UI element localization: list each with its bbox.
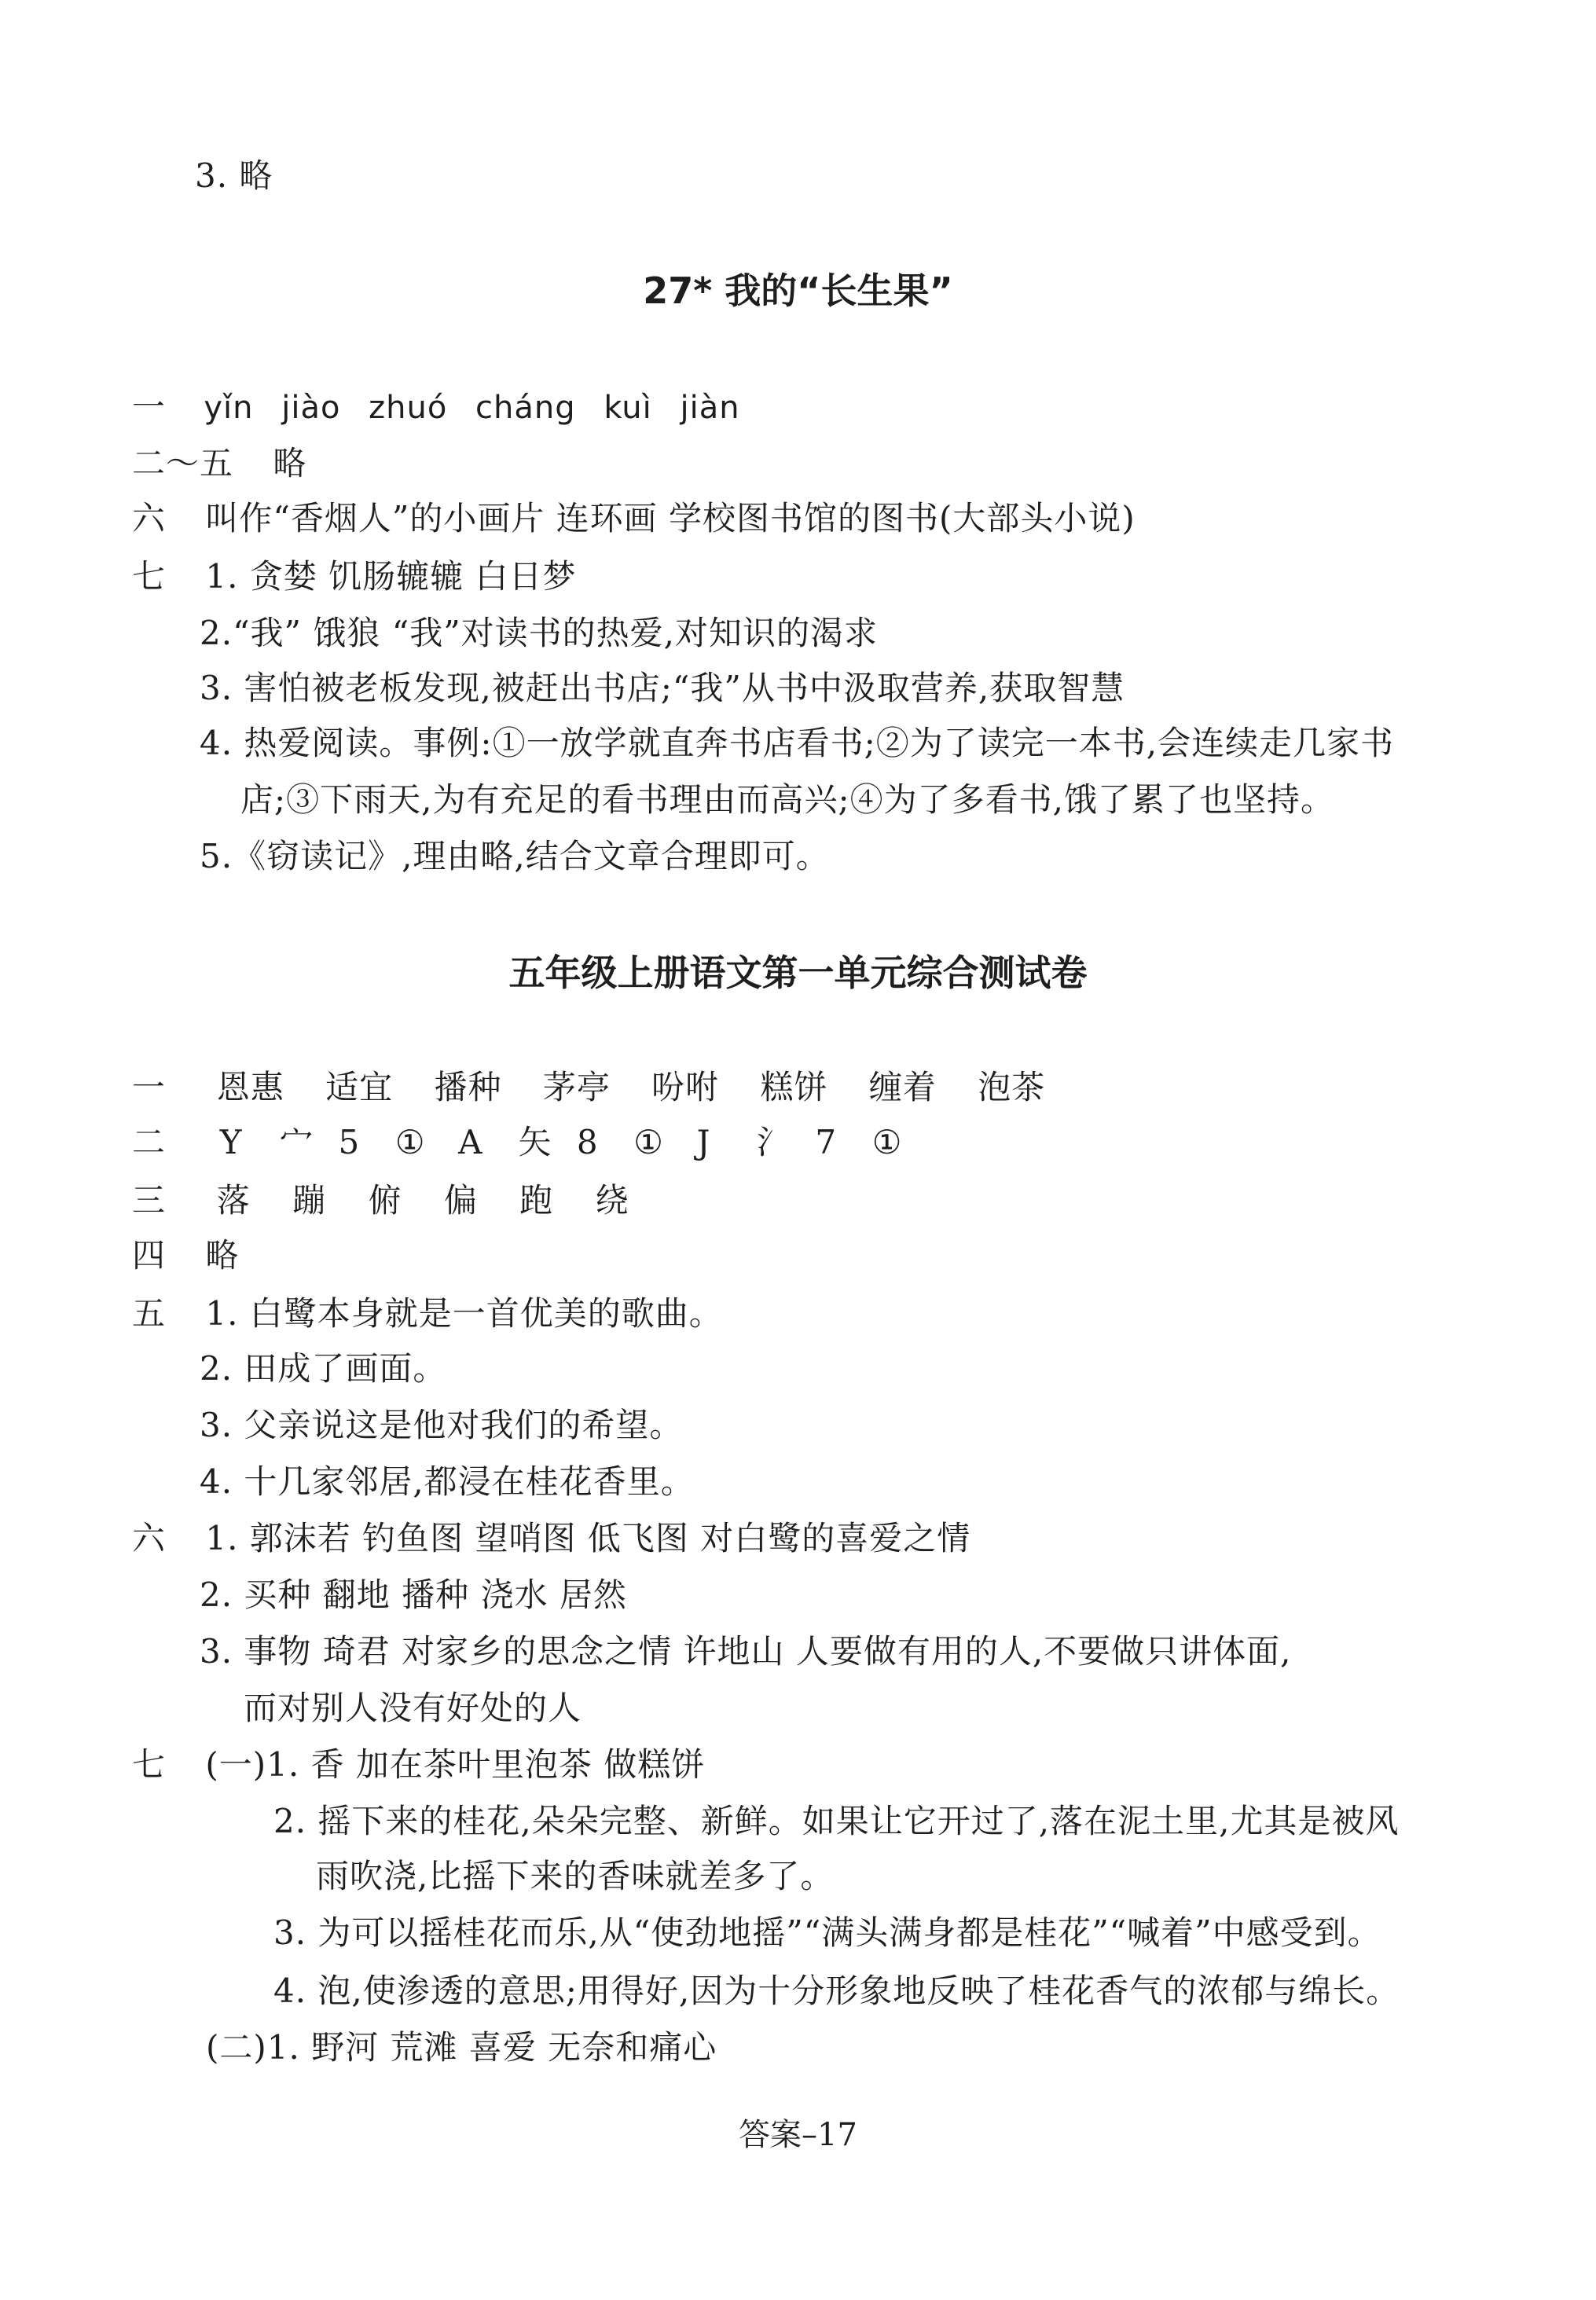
ut-q2-row: [132, 1121, 919, 1165]
s27-q7-item1: 1. 贪婪 饥肠辘辘 白日梦: [205, 557, 577, 596]
ut-q3-char: 绕: [595, 1181, 629, 1220]
s27-q7-row: [132, 555, 577, 599]
ut-q7-part1-item1: (一)1. 香 加在茶叶里泡茶 做糕饼: [205, 1745, 706, 1784]
s27-q1-pinyin: yǐn jiào zhuó cháng kuì jiàn: [204, 390, 740, 426]
ut-q3-char: 俯: [368, 1181, 402, 1220]
ut-q7-label: 七: [132, 1745, 167, 1784]
ut-q5-row: [132, 1292, 723, 1336]
s27-q7-item5: 5.《窃读记》,理由略,结合文章合理即可。: [200, 837, 830, 875]
ut-q7-part1-item2-line1: 2. 摇下来的桂花,朵朵完整、新鲜。如果让它开过了,落在泥土里,尤其是被风: [273, 1802, 1400, 1840]
ut-q1-word: 适宜: [325, 1068, 394, 1106]
page-number: 答案–17: [739, 2117, 857, 2153]
s27-q6-label: 六: [132, 499, 167, 537]
ut-q2-item: 8: [576, 1123, 599, 1161]
ut-q4-row: [132, 1234, 239, 1278]
ut-q1-word: 播种: [434, 1068, 502, 1106]
ut-q5-item3: 3. 父亲说这是他对我们的希望。: [200, 1406, 684, 1444]
ut-q7-part1-item2-line2: 雨吹浇,比摇下来的香味就差多了。: [316, 1857, 835, 1895]
item-3-text: 3. 略: [195, 156, 273, 195]
ut-q6-item2: 2. 买种 翻地 播种 浇水 居然: [200, 1576, 627, 1614]
section-27-title: 27* 我的“长生果”: [643, 270, 953, 312]
s27-q7-item3: 3. 害怕被老板发现,被赶出书店;“我”从书中汲取营养,获取智慧: [200, 669, 1125, 707]
s27-q1-row: [132, 385, 740, 430]
ut-q7-part1-item3: 3. 为可以摇桂花而乐,从“使劲地摇”“满头满身都是桂花”“喊着”中感受到。: [273, 1913, 1381, 1952]
ut-q6-item3-line1: 3. 事物 琦君 对家乡的思念之情 许地山 人要做有用的人,不要做只讲体面,: [200, 1632, 1292, 1671]
ut-q3-char: 跑: [519, 1181, 554, 1220]
ut-q2-item: 矢: [518, 1123, 552, 1161]
ut-q5-label: 五: [132, 1294, 167, 1333]
s27-q1-label: 一: [132, 387, 167, 426]
ut-q5-item4: 4. 十几家邻居,都浸在桂花香里。: [200, 1462, 695, 1501]
ut-q2-item: ①: [394, 1123, 426, 1161]
ut-q7-part1-item4: 4. 泡,使渗透的意思;用得好,因为十分形象地反映了桂花香气的浓郁与绵长。: [273, 1972, 1400, 2010]
s27-q2-label: 二～五: [132, 444, 234, 482]
ut-q2-item: Y: [219, 1123, 243, 1161]
s27-q6-text: 叫作“香烟人”的小画片 连环画 学校图书馆的图书(大部头小说): [205, 499, 1136, 537]
ut-q6-row: [132, 1517, 970, 1561]
ut-q6-label: 六: [132, 1519, 167, 1557]
ut-q2-item: A: [458, 1123, 483, 1161]
ut-q2-item: 宀: [280, 1123, 314, 1161]
ut-q1-row: [132, 1066, 1075, 1110]
ut-q4-label: 四: [132, 1236, 167, 1275]
ut-q3-char: 落: [216, 1181, 251, 1220]
unit-test-title: 五年级上册语文第一单元综合测试卷: [508, 952, 1088, 994]
ut-q2-item: ①: [871, 1123, 903, 1161]
ut-q6-item3-line2: 而对别人没有好处的人: [244, 1689, 582, 1727]
ut-q4-text: 略: [205, 1236, 240, 1275]
ut-q1-word: 泡茶: [978, 1068, 1046, 1106]
ut-q7-part2-item1: (二)1. 野河 荒滩 喜爱 无奈和痛心: [206, 2028, 717, 2067]
ut-q7-row: [132, 1743, 705, 1787]
ut-q1-word: 糕饼: [760, 1068, 828, 1106]
s27-q7-item2: 2.“我” 饿狼 “我”对读书的热爱,对知识的渴求: [200, 614, 879, 652]
s27-q7-label: 七: [132, 557, 167, 596]
ut-q5-item2: 2. 田成了画面。: [200, 1349, 447, 1388]
ut-q6-item1: 1. 郭沫若 钓鱼图 望哨图 低飞图 对白鹭的喜爱之情: [205, 1519, 971, 1557]
ut-q1-word: 茅亭: [542, 1068, 611, 1106]
ut-q2-item: 5: [338, 1123, 361, 1161]
s27-q7-item4-line1: 4. 热爱阅读。事例:①一放学就直奔书店看书;②为了读完一本书,会连续走几家书: [200, 724, 1395, 762]
ut-q1-label: 一: [132, 1068, 167, 1106]
ut-q2-item: J: [696, 1123, 711, 1161]
s27-q6-row: [132, 497, 1136, 541]
ut-q3-row: [132, 1179, 660, 1223]
ut-q1-word: 吩咐: [651, 1068, 720, 1106]
s27-q7-item4-line2: 店;③下雨天,为有充足的看书理由而高兴;④为了多看书,饿了累了也坚持。: [240, 780, 1335, 819]
ut-q3-label: 三: [132, 1181, 167, 1220]
ut-q1-word: 恩惠: [216, 1068, 284, 1106]
ut-q3-char: 偏: [443, 1181, 478, 1220]
s27-q2-row: [132, 442, 306, 486]
ut-q2-item: ①: [633, 1123, 664, 1161]
ut-q2-label: 二: [132, 1123, 167, 1161]
ut-q2-item: 氵: [756, 1123, 791, 1161]
ut-q2-item: 7: [815, 1123, 838, 1161]
ut-q1-word: 缠着: [868, 1068, 937, 1106]
s27-q2-text: 略: [273, 444, 307, 482]
ut-q5-item1: 1. 白鹭本身就是一首优美的歌曲。: [205, 1294, 723, 1333]
ut-q3-char: 蹦: [292, 1181, 327, 1220]
